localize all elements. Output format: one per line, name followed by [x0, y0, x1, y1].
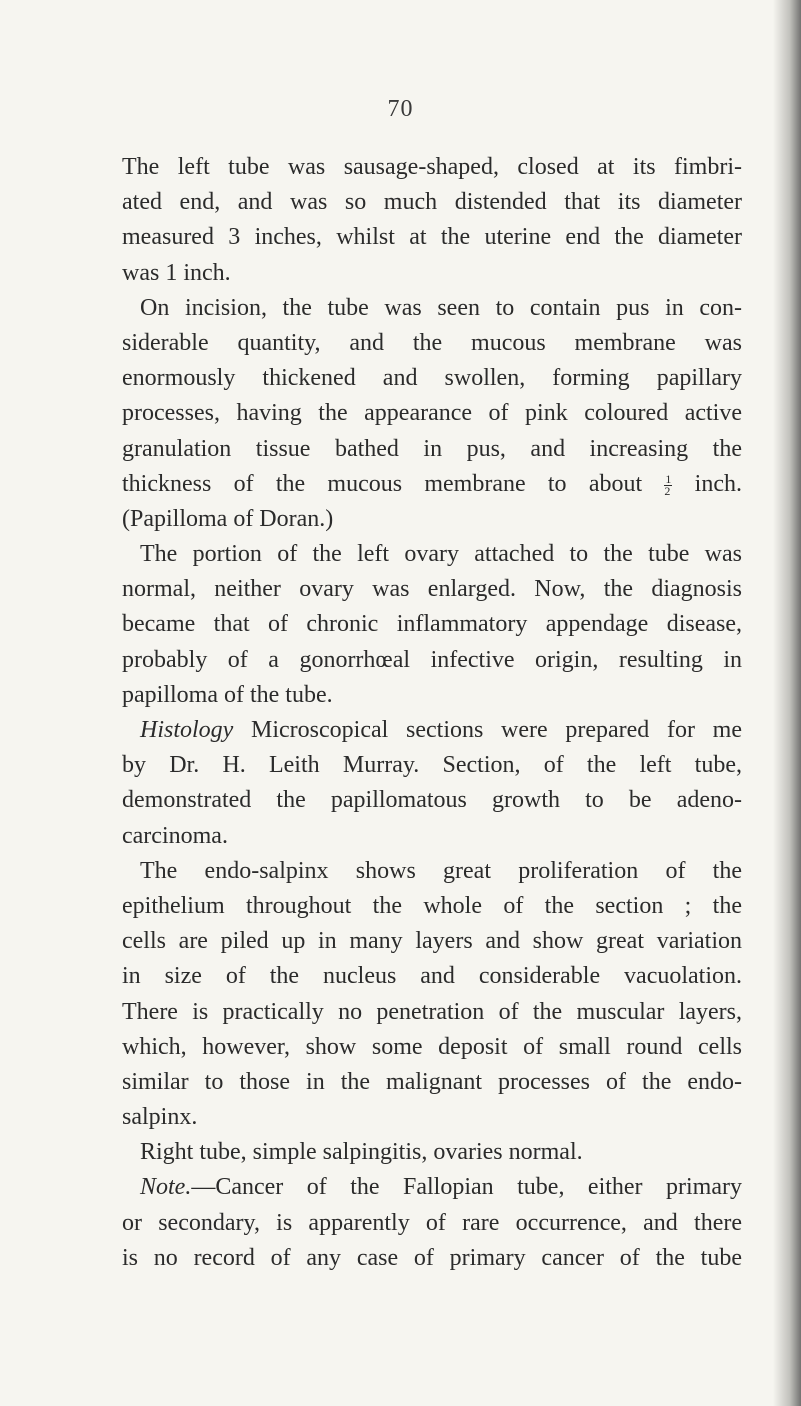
text-line: papilloma of the tube. [122, 681, 333, 708]
fraction-denominator: 2 [664, 483, 671, 498]
text-line: carcinoma. [122, 822, 228, 849]
page-edge-shadow [773, 0, 801, 1406]
note-label-italic: Note. [140, 1174, 192, 1201]
text-line: is no record of any case of primary cancer of the tube [122, 1244, 742, 1271]
text-line: epithelium throughout the whole of the section ; the [122, 892, 742, 919]
text-line: ated end, and was so much distended that its diameter [122, 189, 742, 216]
text-line: cells are piled up in many layers and show great variation [122, 928, 742, 955]
page-number: 70 [387, 96, 414, 122]
text-line: salpinx. [122, 1104, 198, 1131]
text-line: measured 3 inches, whilst at the uterine end the diameter [122, 224, 742, 251]
text-line: processes, having the appearance of pink coloured active [122, 400, 742, 427]
text-line: demonstrated the papillomatous growth to be adeno- [122, 787, 742, 814]
paragraph-start-line [122, 1170, 742, 1205]
text-line: was 1 inch. [122, 259, 231, 286]
text-line: normal, neither ovary was enlarged. Now, the diagnosis [122, 576, 742, 603]
text-line: or secondary, is apparently of rare occurrence, and there [122, 1209, 742, 1236]
text-line: similar to those in the malignant processes of the endo- [122, 1068, 742, 1095]
paragraph-start-line: The portion of the left ovary attached to the tube was [140, 541, 742, 568]
paragraph-start-line: Right tube, simple salpingitis, ovaries normal. [140, 1139, 583, 1166]
text-segment: thickness of the mucous membrane to about [122, 470, 665, 497]
text-line: granulation tissue bathed in pus, and increasing the [122, 435, 742, 462]
text-line: probably of a gonorrhœal infective origin, resulting in [122, 646, 742, 673]
text-line: (Papilloma of Doran.) [122, 505, 334, 532]
section-heading-italic: Histology [140, 717, 234, 743]
paragraph-start-line: On incision, the tube was seen to contain pus in con- [140, 294, 742, 321]
text-line: in size of the nucleus and considerable vacuolation. [122, 963, 742, 990]
text-line: siderable quantity, and the mucous membrane was [122, 329, 742, 356]
text-line: The left tube was sausage-shaped, closed at its fimbri- [122, 154, 742, 180]
body-text [122, 150, 742, 1276]
paragraph-start-line [122, 713, 742, 748]
text-line: by Dr. H. Leith Murray. Section, of the left tube, [122, 752, 742, 779]
text-line-with-fraction [122, 467, 742, 502]
text-line: enormously thickened and swollen, forming papillary [122, 365, 742, 392]
text-segment: —Cancer of the Fallopian tube, either primary [191, 1174, 742, 1201]
text-segment: Microscopical sections were prepared for me [233, 717, 742, 743]
fraction-numerator: 1 [665, 471, 672, 486]
text-line: became that of chronic inflammatory appendage disease, [122, 611, 742, 638]
paragraph-start-line: The endo-salpinx shows great proliferation of the [140, 857, 742, 884]
text-segment: inch. [672, 470, 742, 497]
text-line: which, however, show some deposit of small round cells [122, 1033, 742, 1060]
text-line: There is practically no penetration of the muscular layers, [122, 998, 742, 1025]
